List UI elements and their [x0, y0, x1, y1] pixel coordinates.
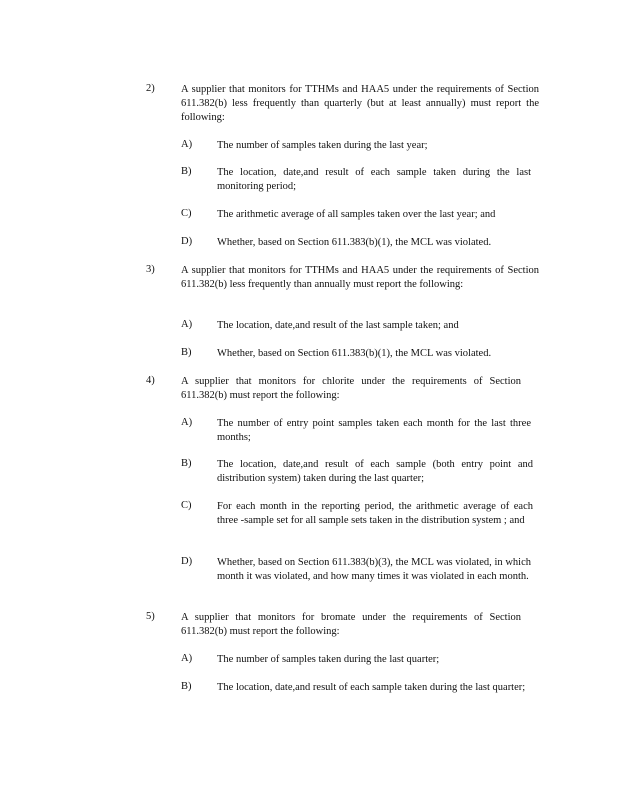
item-text: A supplier that monitors for TTHMs and HAA5 under the requirements of Section 611.382(b) less frequently than annually must report the following:: [181, 265, 539, 290]
sub-letter: C): [181, 208, 192, 219]
sub-letter: A): [181, 417, 193, 428]
item-text: A supplier that monitors for bromate under the requirements of Section 611.382(b) must report the following:: [181, 612, 521, 637]
sub-text: The arithmetic average of all samples taken over the last year; and: [217, 209, 496, 220]
sub-text: Whether, based on Section 611.383(b)(1), the MCL was violated.: [217, 348, 492, 359]
sub-text: The location, date,and result of each sample taken during the last quarter;: [217, 682, 526, 693]
sub-text: For each month in the reporting period, the arithmetic average of each three -sample set for all sample sets taken in the distribution system ; and: [217, 501, 533, 526]
sub-letter: B): [181, 681, 192, 692]
item-number: 5): [146, 611, 155, 622]
sub-letter: B): [181, 166, 192, 177]
sub-letter: A): [181, 319, 193, 330]
item-text: A supplier that monitors for TTHMs and HAA5 under the requirements of Section 611.382(b) less frequently than quarterly (but at least annually) must report the following:: [181, 84, 539, 123]
item-number: 4): [146, 375, 155, 386]
sub-text: The number of samples taken during the last year;: [217, 140, 428, 151]
sub-letter: A): [181, 653, 193, 664]
sub-text: The location, date,and result of each sample taken during the last monitoring period;: [217, 167, 531, 192]
item-number: 3): [146, 264, 155, 275]
sub-text: The number of samples taken during the last quarter;: [217, 654, 440, 665]
item-text: A supplier that monitors for chlorite under the requirements of Section 611.382(b) must report the following:: [181, 376, 521, 401]
sub-letter: B): [181, 458, 192, 469]
sub-text: Whether, based on Section 611.383(b)(3), the MCL was violated, in which month it was violated, and how many times it was violated in each month.: [217, 557, 531, 582]
sub-text: The location, date,and result of each sample (both entry point and distribution system) taken during the last quarter;: [217, 459, 533, 484]
sub-text: The number of entry point samples taken each month for the last three months;: [217, 418, 531, 443]
sub-text: The location, date,and result of the last sample taken; and: [217, 320, 459, 331]
sub-text: Whether, based on Section 611.383(b)(1), the MCL was violated.: [217, 237, 492, 248]
sub-letter: B): [181, 347, 192, 358]
sub-letter: C): [181, 500, 192, 511]
sub-letter: A): [181, 139, 193, 150]
sub-letter: D): [181, 556, 193, 567]
item-number: 2): [146, 83, 155, 94]
sub-letter: D): [181, 236, 193, 247]
